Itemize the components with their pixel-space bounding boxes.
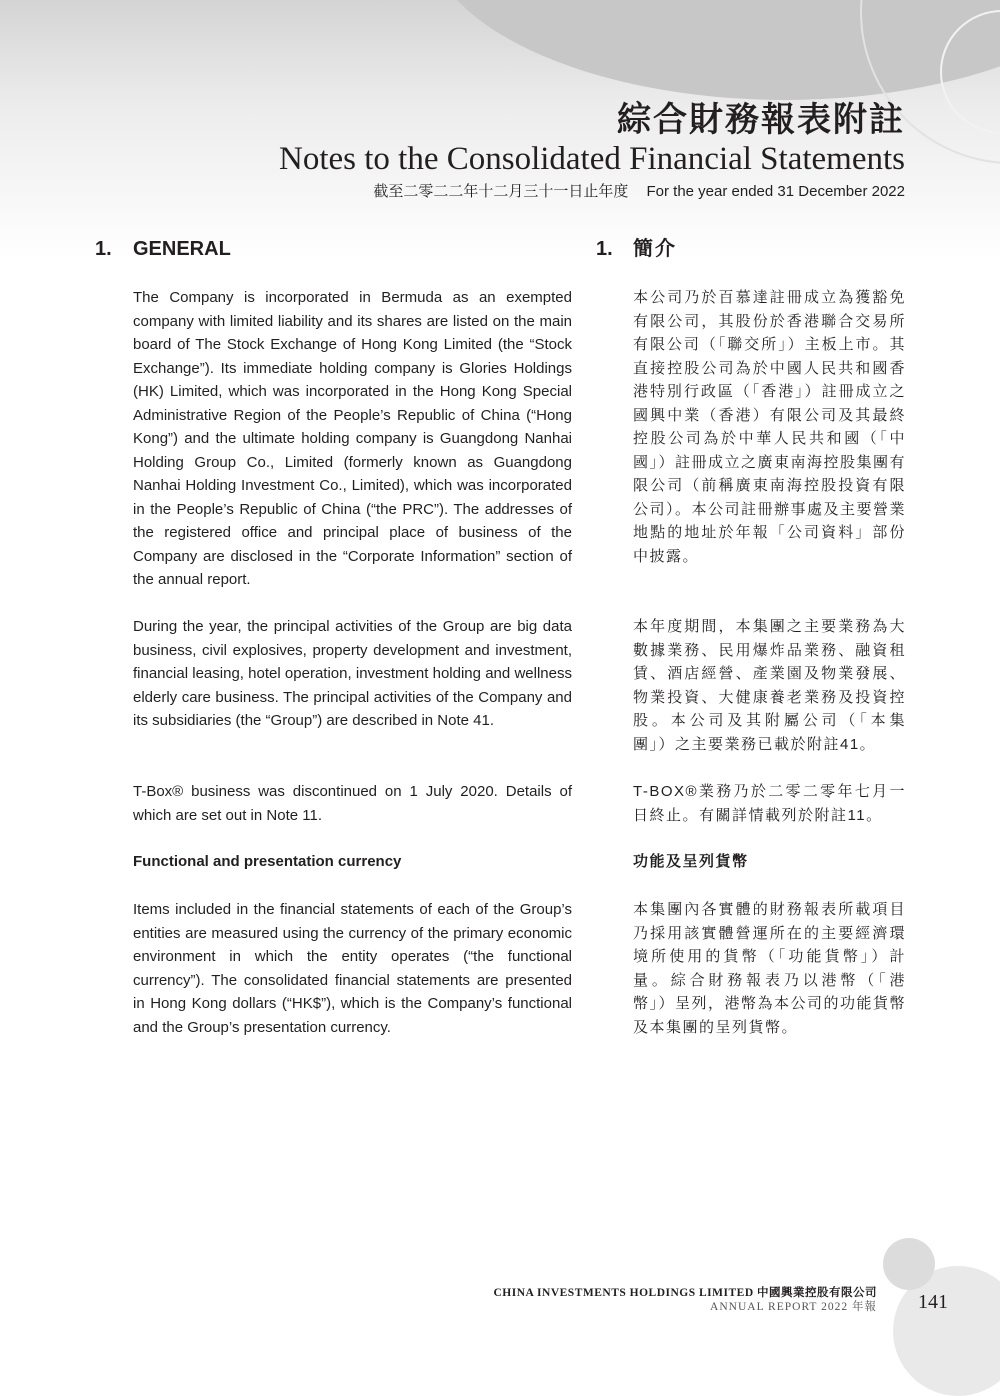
section-number-cn: 1. [596, 238, 613, 260]
paragraph-activities-en: During the year, the principal activities of the Group are big data business, civil explosives, property development and investment, financial leasing, hotel operation, investment holding and wellness elderly care business. The principal activities of the Company and its subsidiaries (the “Group”) are described in Note 41. [133, 618, 572, 729]
paragraph-tbox-en: T-Box® business was discontinued on 1 July 2020. Details of which are set out in Note 11. [133, 783, 572, 824]
footer-decorative-dot [883, 1238, 935, 1290]
page-header [279, 100, 905, 202]
paragraph-currency-cn: 本集團內各實體的財務報表所載項目乃採用該實體營運所在的主要經濟環境所使用的貨幣（「功能貨幣」）計量。綜合財務報表乃以港幣（「港幣」）呈列，港幣為本公司的功能貨幣及本集團的呈列貨幣。 [633, 901, 907, 1036]
subtitle-cn: 截至二零二二年十二月三十一日止年度 [373, 183, 629, 200]
subtitle-en: For the year ended 31 December 2022 [646, 183, 905, 200]
page-title-cn: 綜合財務報表附註 [617, 100, 905, 140]
paragraph-tbox-cn: T-BOX®業務乃於二零二零年七月一日終止。有關詳情載列於附註11。 [633, 783, 906, 824]
page-number: 141 [918, 1291, 948, 1313]
page-footer [493, 1286, 877, 1314]
paragraph-currency-en: Items included in the financial statements of each of the Group’s entities are measured using the currency of the primary economic environment in which the entity operates (“the functional currency”). The consolidated financial statements are presented in Hong Kong dollars (“HK$”), which is the Company’s functional and the Group’s presentation currency. [133, 901, 572, 1036]
section-title-cn: 簡介 [633, 238, 677, 260]
paragraph-activities-cn: 本年度期間，本集團之主要業務為大數據業務、民用爆炸品業務、融資租賃、酒店經營、產業園及物業發展、物業投資、大健康養老業務及投資控股。本公司及其附屬公司（「本集團」）之主要業務已載於附註41。 [633, 618, 906, 753]
page-subtitle [279, 182, 905, 202]
paragraph-company-cn: 本公司乃於百慕達註冊成立為獲豁免有限公司，其股份於香港聯合交易所有限公司（「聯交所」）主板上市。其直接控股公司為於中國人民共和國香港特別行政區（「香港」）註冊成立之國興中業（香港）有限公司及其最終控股公司為於中華人民共和國（「中國」）註冊成立之廣東南海控股集團有限公司（前稱廣東南海控股投資有限公司）。本公司註冊辦事處及主要營業地點的地址於年報「公司資料」部份中披露。 [633, 289, 907, 565]
footer-company-name: CHINA INVESTMENTS HOLDINGS LIMITED 中國興業控股有限公司 [493, 1287, 877, 1299]
subheading-currency-en: Functional and presentation currency [133, 853, 402, 870]
paragraph-company-en: The Company is incorporated in Bermuda as an exempted company with limited liability and its shares are listed on the main board of The Stock Exchange of Hong Kong Limited (the “Stock Exchange”). Its immediate holding company is Glories Holdings (HK) Limited, which was incorporated in the Hong Kong Special Administrative Region of the People’s Republic of China (“Hong Kong”) and the ultimate holding company is Guangdong Nanhai Holding Group Co., Limited (formerly known as Guangdong Nanhai Holding Investment Co., Limited), which was incorporated in the People’s Republic of China (“the PRC”). The addresses of the registered office and principal place of business of the Company are disclosed in the “Corporate Information” section of the annual report. [133, 289, 572, 588]
section-title-en: GENERAL [133, 238, 231, 260]
footer-report-name: ANNUAL REPORT 2022 年報 [710, 1301, 877, 1313]
section-number-en: 1. [95, 238, 112, 260]
page-title-en: Notes to the Consolidated Financial Statements [279, 141, 905, 177]
subheading-currency-cn: 功能及呈列貨幣 [633, 853, 749, 870]
